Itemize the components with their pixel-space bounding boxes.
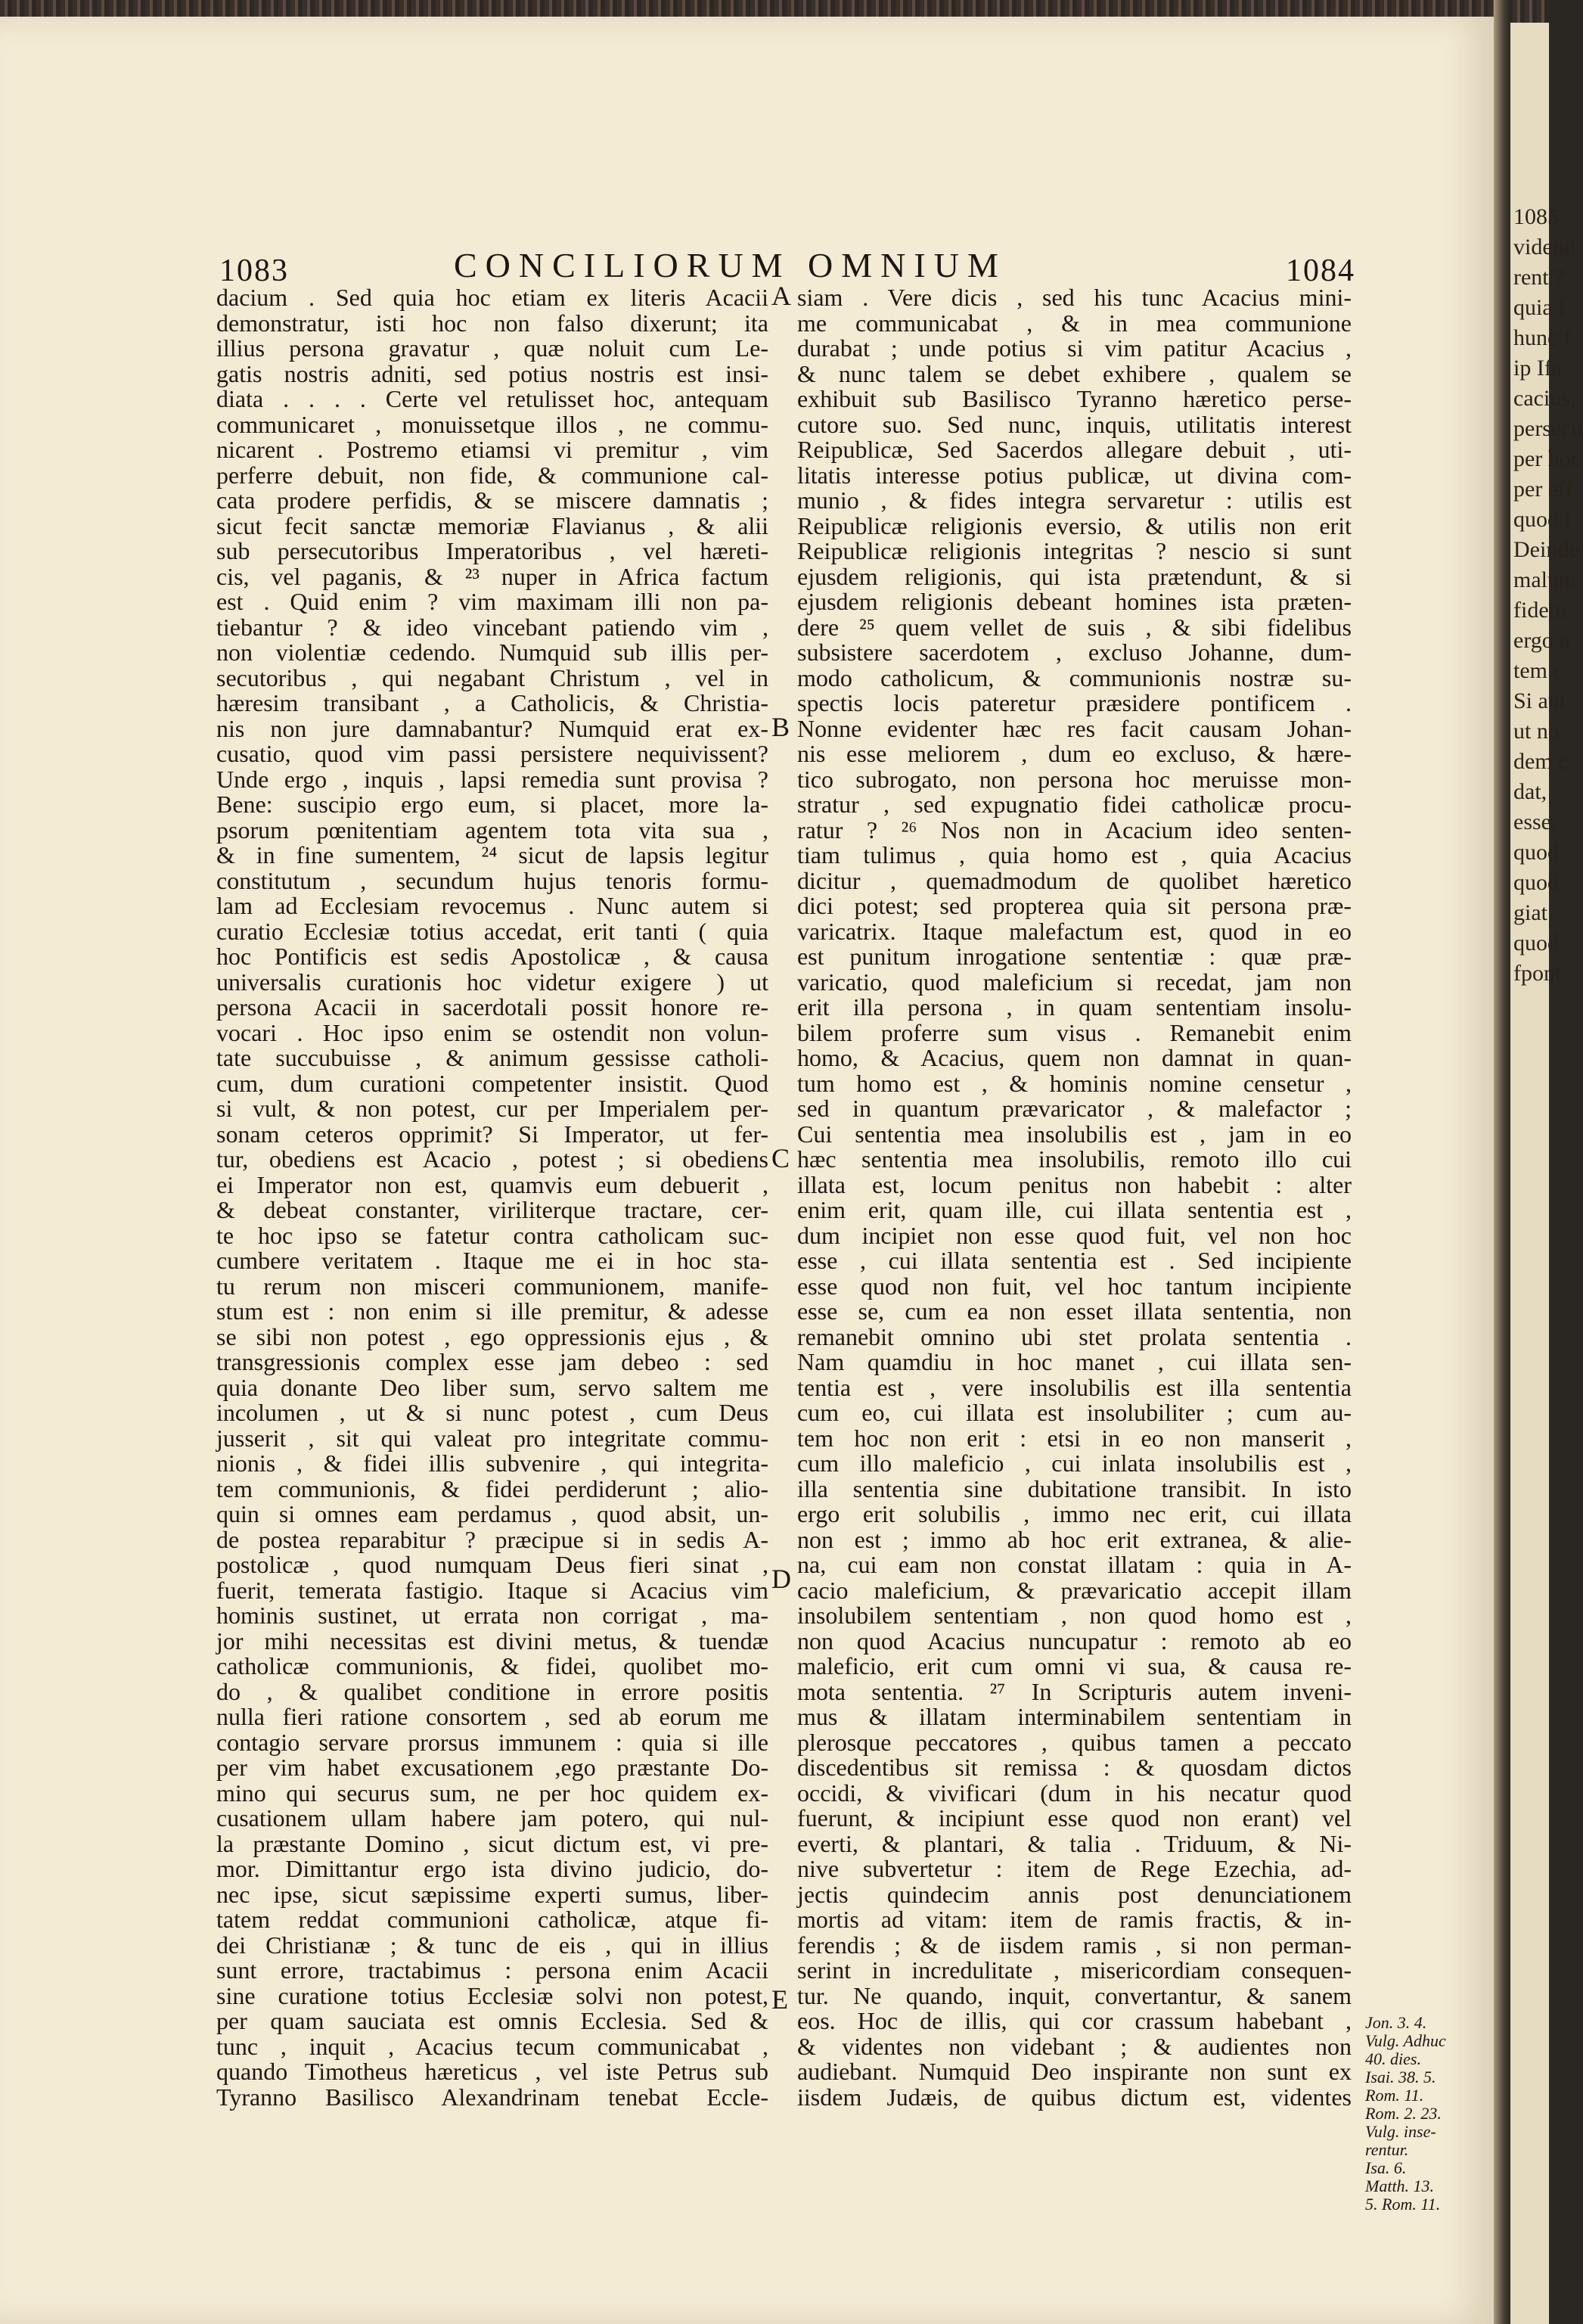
text-line: munio , & fides integra servaretur : utilis est	[797, 486, 1352, 514]
text-line: nis esse meliorem , dum eo excluso, & hære-	[797, 740, 1352, 767]
text-line: ferendis ; & de iisdem ramis , si non perman-	[797, 1931, 1352, 1959]
text-line: dere ²⁵ quem vellet de suis , & sibi fidelibus	[797, 613, 1352, 641]
text-line: cacio maleficium, & prævaricatio accepit illam	[797, 1576, 1352, 1604]
text-line: erit illa persona , in quam sententiam insolu-	[797, 993, 1352, 1021]
facing-page-fragment: per eff	[1513, 477, 1573, 502]
text-line: iisdem Judæis, de quibus dictum est, videntes	[797, 2083, 1352, 2111]
text-line: ei Imperator non est, quamvis eum debuerit ,	[216, 1170, 768, 1198]
text-line: catholicæ communionis, & fidei, quolibet mo-	[216, 1652, 768, 1679]
text-line: nec ipse, sicut sæpissime experti sumus, liber-	[216, 1880, 768, 1908]
text-line: insolubilem sententiam , non quod homo est ,	[797, 1602, 1352, 1629]
text-line: remanebit omnino ubi stet prolata sententia .	[797, 1322, 1352, 1350]
text-line: mor. Dimittantur ergo ista divino judicio, do-	[216, 1855, 768, 1882]
text-line: sed in quantum prævaricator , & malefactor ;	[797, 1095, 1352, 1122]
text-line: Nam quamdiu in hoc manet , cui illata sen-	[797, 1348, 1352, 1375]
margin-note: 5. Rom. 11.	[1365, 2195, 1441, 2214]
text-line: & debeat constanter, viriliterque tractare, cer-	[216, 1196, 768, 1223]
text-line: cis, vel paganis, & ²³ nuper in Africa factum	[216, 562, 768, 590]
facing-page-fragment: quod	[1513, 840, 1559, 865]
text-line: te hoc ipso se fatetur contra catholicam suc-	[216, 1221, 768, 1249]
text-line: nis non jure damnabantur? Numquid erat ex-	[216, 714, 768, 742]
section-marker-c: C	[771, 1143, 790, 1173]
text-line: non est ; immo ab hoc erit extranea, & alie-	[797, 1525, 1352, 1553]
text-line: stum est : non enim si ille premitur, & adesse	[216, 1297, 768, 1325]
facing-page-fragment: esse,	[1513, 809, 1557, 834]
text-line: illa sententia sine dubitatione transibit. In isto	[797, 1474, 1352, 1502]
text-line: tur, obediens est Acacio , potest ; si obediens	[216, 1145, 768, 1173]
text-line: cumbere veritatem . Itaque me ei in hoc sta-	[216, 1247, 768, 1274]
facing-page-edge	[1510, 23, 1583, 2324]
text-line: illius persona gravatur , quæ noluit cum Le-	[216, 334, 768, 362]
text-line: varicatio, quod maleficium si recedat, jam non	[797, 968, 1352, 996]
facing-page-fragment: videnti	[1513, 235, 1577, 259]
text-line: universalis curationis hoc videtur exigere ) ut	[216, 968, 768, 996]
text-line: Cui sententia mea insolubilis est , jam in eo	[797, 1120, 1352, 1148]
text-line: Bene: suscipio ergo eum, si placet, more la-	[216, 791, 768, 818]
text-line: bilem proferre sum visus . Remanebit enim	[797, 1018, 1352, 1046]
text-line: tum homo est , & hominis nomine censetur ,	[797, 1069, 1352, 1097]
text-line: lam ad Ecclesiam revocemus . Nunc autem si	[216, 892, 768, 919]
text-line: plerosque peccatores , quibus tamen a peccato	[797, 1728, 1352, 1756]
book-gutter	[1494, 0, 1510, 2324]
text-line: dici potest; sed propterea quia sit persona præ-	[797, 892, 1352, 919]
text-line: sunt errore, tractabimus : persona enim Acacii	[216, 1956, 768, 1984]
text-line: subsistere sacerdotem , excluso Johanne, dum-	[797, 638, 1352, 666]
text-line: cutore suo. Sed nunc, inquis, utilitatis interest	[797, 410, 1352, 438]
text-line: mortis ad vitam: item de ramis fractis, & in-	[797, 1906, 1352, 1933]
text-line: hoc Pontificis est sedis Apostolicæ , & causa	[216, 943, 768, 970]
text-line: dei Christianæ ; & tunc de eis , qui in illius	[216, 1931, 768, 1959]
facing-page-fragment: Deinde	[1513, 537, 1579, 562]
text-line: tem hoc non erit : etsi in eo non manserit ,	[797, 1424, 1352, 1452]
margin-note: Rom. 11.	[1365, 2086, 1424, 2105]
text-line: se sibi non potest , ego oppressionis ejus , &	[216, 1322, 768, 1350]
text-line: occidi, & vivificari (dum in his necatur quod	[797, 1779, 1352, 1807]
text-line: hæresim transibant , a Catholicis, & Christia-	[216, 689, 768, 716]
text-line: quando Timotheus hæreticus , vel iste Petrus sub	[216, 2058, 768, 2085]
text-line: nive subvertetur : item de Rege Ezechia, ad-	[797, 1855, 1352, 1882]
text-line: mota sententia. ²⁷ In Scripturis autem inveni-	[797, 1677, 1352, 1705]
text-line: esse quod non fuit, vel hoc tantum incipiente	[797, 1272, 1352, 1300]
text-line: jectis quindecim annis post denunciationem	[797, 1880, 1352, 1908]
facing-page-fragment: rent ?	[1513, 265, 1565, 290]
facing-page-fragment: per hoc	[1513, 446, 1581, 471]
section-marker-e: E	[771, 1984, 788, 2015]
text-line: non quod Acacius nuncupatur : remoto ab eo	[797, 1626, 1352, 1654]
text-line: mus & illatam interminabilem sententiam in	[797, 1703, 1352, 1730]
text-line: cusationem ullam habere jam potero, qui nul-	[216, 1804, 768, 1832]
text-line: ergo erit solubilis , immo nec erit, cui illata	[797, 1500, 1352, 1527]
margin-note: Isai. 38. 5.	[1365, 2068, 1436, 2086]
text-line: est punitum inrogatione sententiæ : quæ præ-	[797, 943, 1352, 970]
text-line: dum incipiet non esse quod fuit, vel non hoc	[797, 1221, 1352, 1249]
text-line: mino qui securus sum, ne per hoc quidem ex-	[216, 1779, 768, 1807]
text-line: transgressionis complex esse jam debeo : sed	[216, 1348, 768, 1375]
text-line: eos. Hoc de illis, qui cor crassum habebant ,	[797, 2007, 1352, 2034]
text-line: tentia est , vere insolubilis est illa sententia	[797, 1373, 1352, 1401]
text-line: & in fine sumentem, ²⁴ sicut de lapsis legitur	[216, 841, 768, 868]
text-line: fuerunt, & incipiunt esse quod non erant) vel	[797, 1804, 1352, 1832]
facing-page-fragment: hunc f	[1513, 325, 1571, 350]
text-line: tem communionis, & fidei perdiderunt ; alio-	[216, 1474, 768, 1502]
text-line: hominis sustinet, ut errata non corrigat , ma-	[216, 1602, 768, 1629]
text-line: litatis interesse potius publicæ, ut divina com-	[797, 461, 1352, 489]
text-line: illata est, locum penitus non habebit : alter	[797, 1170, 1352, 1198]
text-line: vocari . Hoc ipso enim se ostendit non volun-	[216, 1018, 768, 1046]
text-line: constitutum , secundum hujus tenoris formu-	[216, 866, 768, 894]
facing-page-fragment: fpont	[1513, 961, 1562, 986]
facing-page-fragment: persecu	[1513, 416, 1583, 441]
text-line: communicaret , monuissetque illos , ne commu-	[216, 410, 768, 438]
text-line: tunc , inquit , Acacius tecum communicabat ,	[216, 2032, 768, 2060]
text-line: maleficio, erit cum omni vi sua, & causa re-	[797, 1652, 1352, 1679]
text-line: de postea reparabitur ? præcipue si in sedis A-	[216, 1525, 768, 1553]
margin-note: Vulg. Adhuc	[1365, 2031, 1446, 2050]
margin-note: Rom. 2. 23.	[1365, 2104, 1442, 2123]
text-line: Unde ergo , inquis , lapsi remedia sunt provisa ?	[216, 765, 768, 793]
facing-page-fragment: quia f	[1513, 295, 1566, 320]
text-line: ejusdem religionis, qui ista prætendunt, & si	[797, 562, 1352, 590]
text-line: tico subrogato, non persona hoc meruisse mon-	[797, 765, 1352, 793]
text-line: dicitur , quemadmodum de quolibet hæretico	[797, 866, 1352, 894]
text-line: dacium . Sed quia hoc etiam ex literis Acacii	[216, 284, 768, 311]
text-line: exhibuit sub Basilisco Tyranno hæretico perse-	[797, 385, 1352, 412]
margin-note: Matth. 13.	[1365, 2176, 1435, 2195]
margin-note: Isa. 6.	[1365, 2158, 1407, 2177]
text-line: sub persecutoribus Imperatoribus , vel hæreti-	[216, 537, 768, 564]
text-line: cata prodere perfidis, & se miscere damnatis ;	[216, 486, 768, 514]
facing-page-fragment: quod i	[1513, 507, 1571, 532]
text-line: quin si omnes eam perdamus , quod absit, un-	[216, 1500, 768, 1527]
text-line: cusatio, quod vim passi persistere nequivissent?	[216, 740, 768, 767]
section-marker-d: D	[771, 1564, 791, 1594]
text-line: audiebant. Numquid Deo inspirante non sunt ex	[797, 2058, 1352, 2085]
text-line: enim erit, quam ille, cui illata sententia est ,	[797, 1196, 1352, 1223]
margin-note: 40. dies.	[1365, 2049, 1421, 2068]
section-marker-a: A	[771, 281, 791, 311]
page-number-right: 1084	[1286, 253, 1355, 288]
text-line: & videntes non videbant ; & audientes non	[797, 2032, 1352, 2060]
text-line: nulla fieri ratione consortem , sed ab eorum me	[216, 1703, 768, 1730]
text-line: discedentibus sit remissa : & quosdam dictos	[797, 1754, 1352, 1781]
text-line: tiam tulimus , quia homo est , quia Acacius	[797, 841, 1352, 868]
text-line: tur. Ne quando, inquit, convertantur, & sanem	[797, 1981, 1352, 2009]
text-line: ratur ? ²⁶ Nos non in Acacium ideo senten-	[797, 816, 1352, 844]
text-line: secutoribus , qui negabant Christum , vel in	[216, 663, 768, 691]
text-line: fuerit, temerata fastigio. Itaque si Acacius vim	[216, 1576, 768, 1604]
section-marker-b: B	[771, 712, 790, 742]
text-line: la præstante Domino , sicut dictum est, vi pre-	[216, 1829, 768, 1857]
facing-page-fragment: fidem	[1513, 598, 1566, 623]
text-line: sine curatione totius Ecclesiæ solvi non potest,	[216, 1981, 768, 2009]
text-line: diata . . . . Certe vel retulisset hoc, antequam	[216, 385, 768, 412]
facing-page-fragment: quod	[1513, 931, 1559, 955]
margin-note: Vulg. inse-	[1365, 2122, 1436, 2141]
text-line: homo, & Acacius, quem non damnat in quan-	[797, 1044, 1352, 1071]
right-column	[797, 285, 1352, 2110]
facing-page-fragment: dem c	[1513, 749, 1569, 774]
text-line: everti, & plantari, & talia . Triduum, & Ni-	[797, 1829, 1352, 1857]
text-line: spectis locis pateretur præsidere pontificem .	[797, 689, 1352, 716]
text-line: tatem reddat communioni catholicæ, atque fi-	[216, 1906, 768, 1933]
page-number-left: 1083	[219, 253, 289, 288]
text-line: sonam ceteros opprimit? Si Imperator, ut fer-	[216, 1120, 768, 1148]
text-line: cum illo maleficio , cui inlata insolubilis est ,	[797, 1449, 1352, 1477]
text-line: & nunc talem se debet exhibere , qualem se	[797, 359, 1352, 387]
facing-page-fragment: cacius,	[1513, 386, 1576, 411]
facing-page-fragment: Si aut	[1513, 688, 1566, 713]
margin-note: Jon. 3. 4.	[1365, 2013, 1427, 2032]
text-line: do , & qualibet conditione in errore positis	[216, 1677, 768, 1705]
text-line: jor mihi necessitas est divini metus, & tuendæ	[216, 1626, 768, 1654]
text-line: varicatrix. Itaque malefactum est, quod in eo	[797, 917, 1352, 945]
text-line: gatis nostris adniti, sed potius nostris est insi-	[216, 359, 768, 387]
text-line: tate succubuisse , & animum gessisse catholi-	[216, 1044, 768, 1071]
text-line: nicarent . Postremo etiamsi vi premitur , vim	[216, 436, 768, 463]
text-line: psorum pœnitentiam agentem tota vita sua ,	[216, 816, 768, 844]
margin-note: rentur.	[1365, 2140, 1409, 2159]
book-page	[0, 17, 1494, 2324]
text-line: postolicæ , quod numquam Deus fieri sinat ,	[216, 1551, 768, 1578]
text-line: sicut fecit sanctæ memoriæ Flavianus , & alii	[216, 511, 768, 539]
text-line: Nonne evidenter hæc res facit causam Johan-	[797, 714, 1352, 742]
facing-page-fragment: ip Ifa	[1513, 356, 1563, 381]
text-line: hæc sententia mea insolubilis, remoto illo cui	[797, 1145, 1352, 1173]
left-column	[216, 285, 768, 2110]
facing-page-fragment: giat	[1513, 900, 1547, 925]
text-line: incolumen , ut & si nunc potest , cum Deus	[216, 1399, 768, 1426]
text-line: durabat ; unde potius si vim patitur Acacius ,	[797, 334, 1352, 362]
facing-page-fragment: tem c	[1513, 658, 1563, 683]
text-line: esse , cui illata sententia est . Sed incipiente	[797, 1247, 1352, 1274]
text-line: per quam sauciata est omnis Ecclesia. Sed &	[216, 2007, 768, 2034]
facing-page-fragment: malum	[1513, 567, 1577, 592]
text-line: modo catholicum, & communionis nostræ su-	[797, 663, 1352, 691]
text-line: curatio Ecclesiæ totius accedat, erit tanti ( quia	[216, 917, 768, 945]
text-line: stratur , sed expugnatio fidei catholicæ procu-	[797, 791, 1352, 818]
text-line: demonstratur, isti hoc non falso dixerunt; ita	[216, 309, 768, 337]
text-line: me communicabat , & in mea communione	[797, 309, 1352, 337]
text-line: persona Acacii in sacerdotali possit honore re-	[216, 993, 768, 1021]
text-line: Tyranno Basilisco Alexandrinam tenebat Eccle-	[216, 2083, 768, 2111]
text-line: Reipublicæ religionis integritas ? nescio si sunt	[797, 537, 1352, 564]
text-line: cum, dum curationi competenter insistit. Quod	[216, 1069, 768, 1097]
text-line: serint in incredulitate , misericordiam consequen-	[797, 1956, 1352, 1984]
text-line: ejusdem religionis debeant homines ista præten-	[797, 588, 1352, 615]
text-line: per vim habet excusationem ,ego præstante Do-	[216, 1754, 768, 1781]
facing-page-fragment: ut no	[1513, 719, 1560, 744]
text-line: contagio servare prorsus immunem : quia si ille	[216, 1728, 768, 1756]
text-line: perferre debuit, non fide, & communione cal-	[216, 461, 768, 489]
text-line: jusserit , sit qui valeat pro integritate commu-	[216, 1424, 768, 1452]
text-line: Reipublicæ, Sed Sacerdos allegare debuit , uti-	[797, 436, 1352, 463]
text-line: non violentiæ cedendo. Numquid sub illis per-	[216, 638, 768, 666]
text-line: tu rerum non misceri communionem, manife-	[216, 1272, 768, 1300]
facing-page-fragment: quod	[1513, 870, 1559, 895]
text-line: esse se, cum ea non esset illata sententia, non	[797, 1297, 1352, 1325]
text-line: est . Quid enim ? vim maximam illi non pa-	[216, 588, 768, 615]
text-line: quia donante Deo liber sum, servo saltem me	[216, 1373, 768, 1401]
facing-page-fragment: ergo n	[1513, 628, 1571, 653]
text-line: siam . Vere dicis , sed his tunc Acacius mini-	[797, 284, 1352, 311]
text-line: nionis , & fidei illis subvenire , qui integrita-	[216, 1449, 768, 1477]
text-line: cum eo, cui illata est insolubiliter ; cum au-	[797, 1399, 1352, 1426]
running-head: CONCILIORUM OMNIUM	[454, 246, 1007, 284]
text-line: si vult, & non potest, cur per Imperialem per-	[216, 1095, 768, 1122]
text-line: tiebantur ? & ideo vincebant patiendo vim ,	[216, 613, 768, 641]
facing-page-fragment: 1085	[1513, 204, 1559, 229]
margin-notes	[1365, 2014, 1490, 2214]
text-line: Reipublicæ religionis eversio, & utilis non erit	[797, 511, 1352, 539]
text-line: na, cui eam non constat illatam : quia in A-	[797, 1551, 1352, 1578]
facing-page-fragment: dat,	[1513, 779, 1547, 804]
